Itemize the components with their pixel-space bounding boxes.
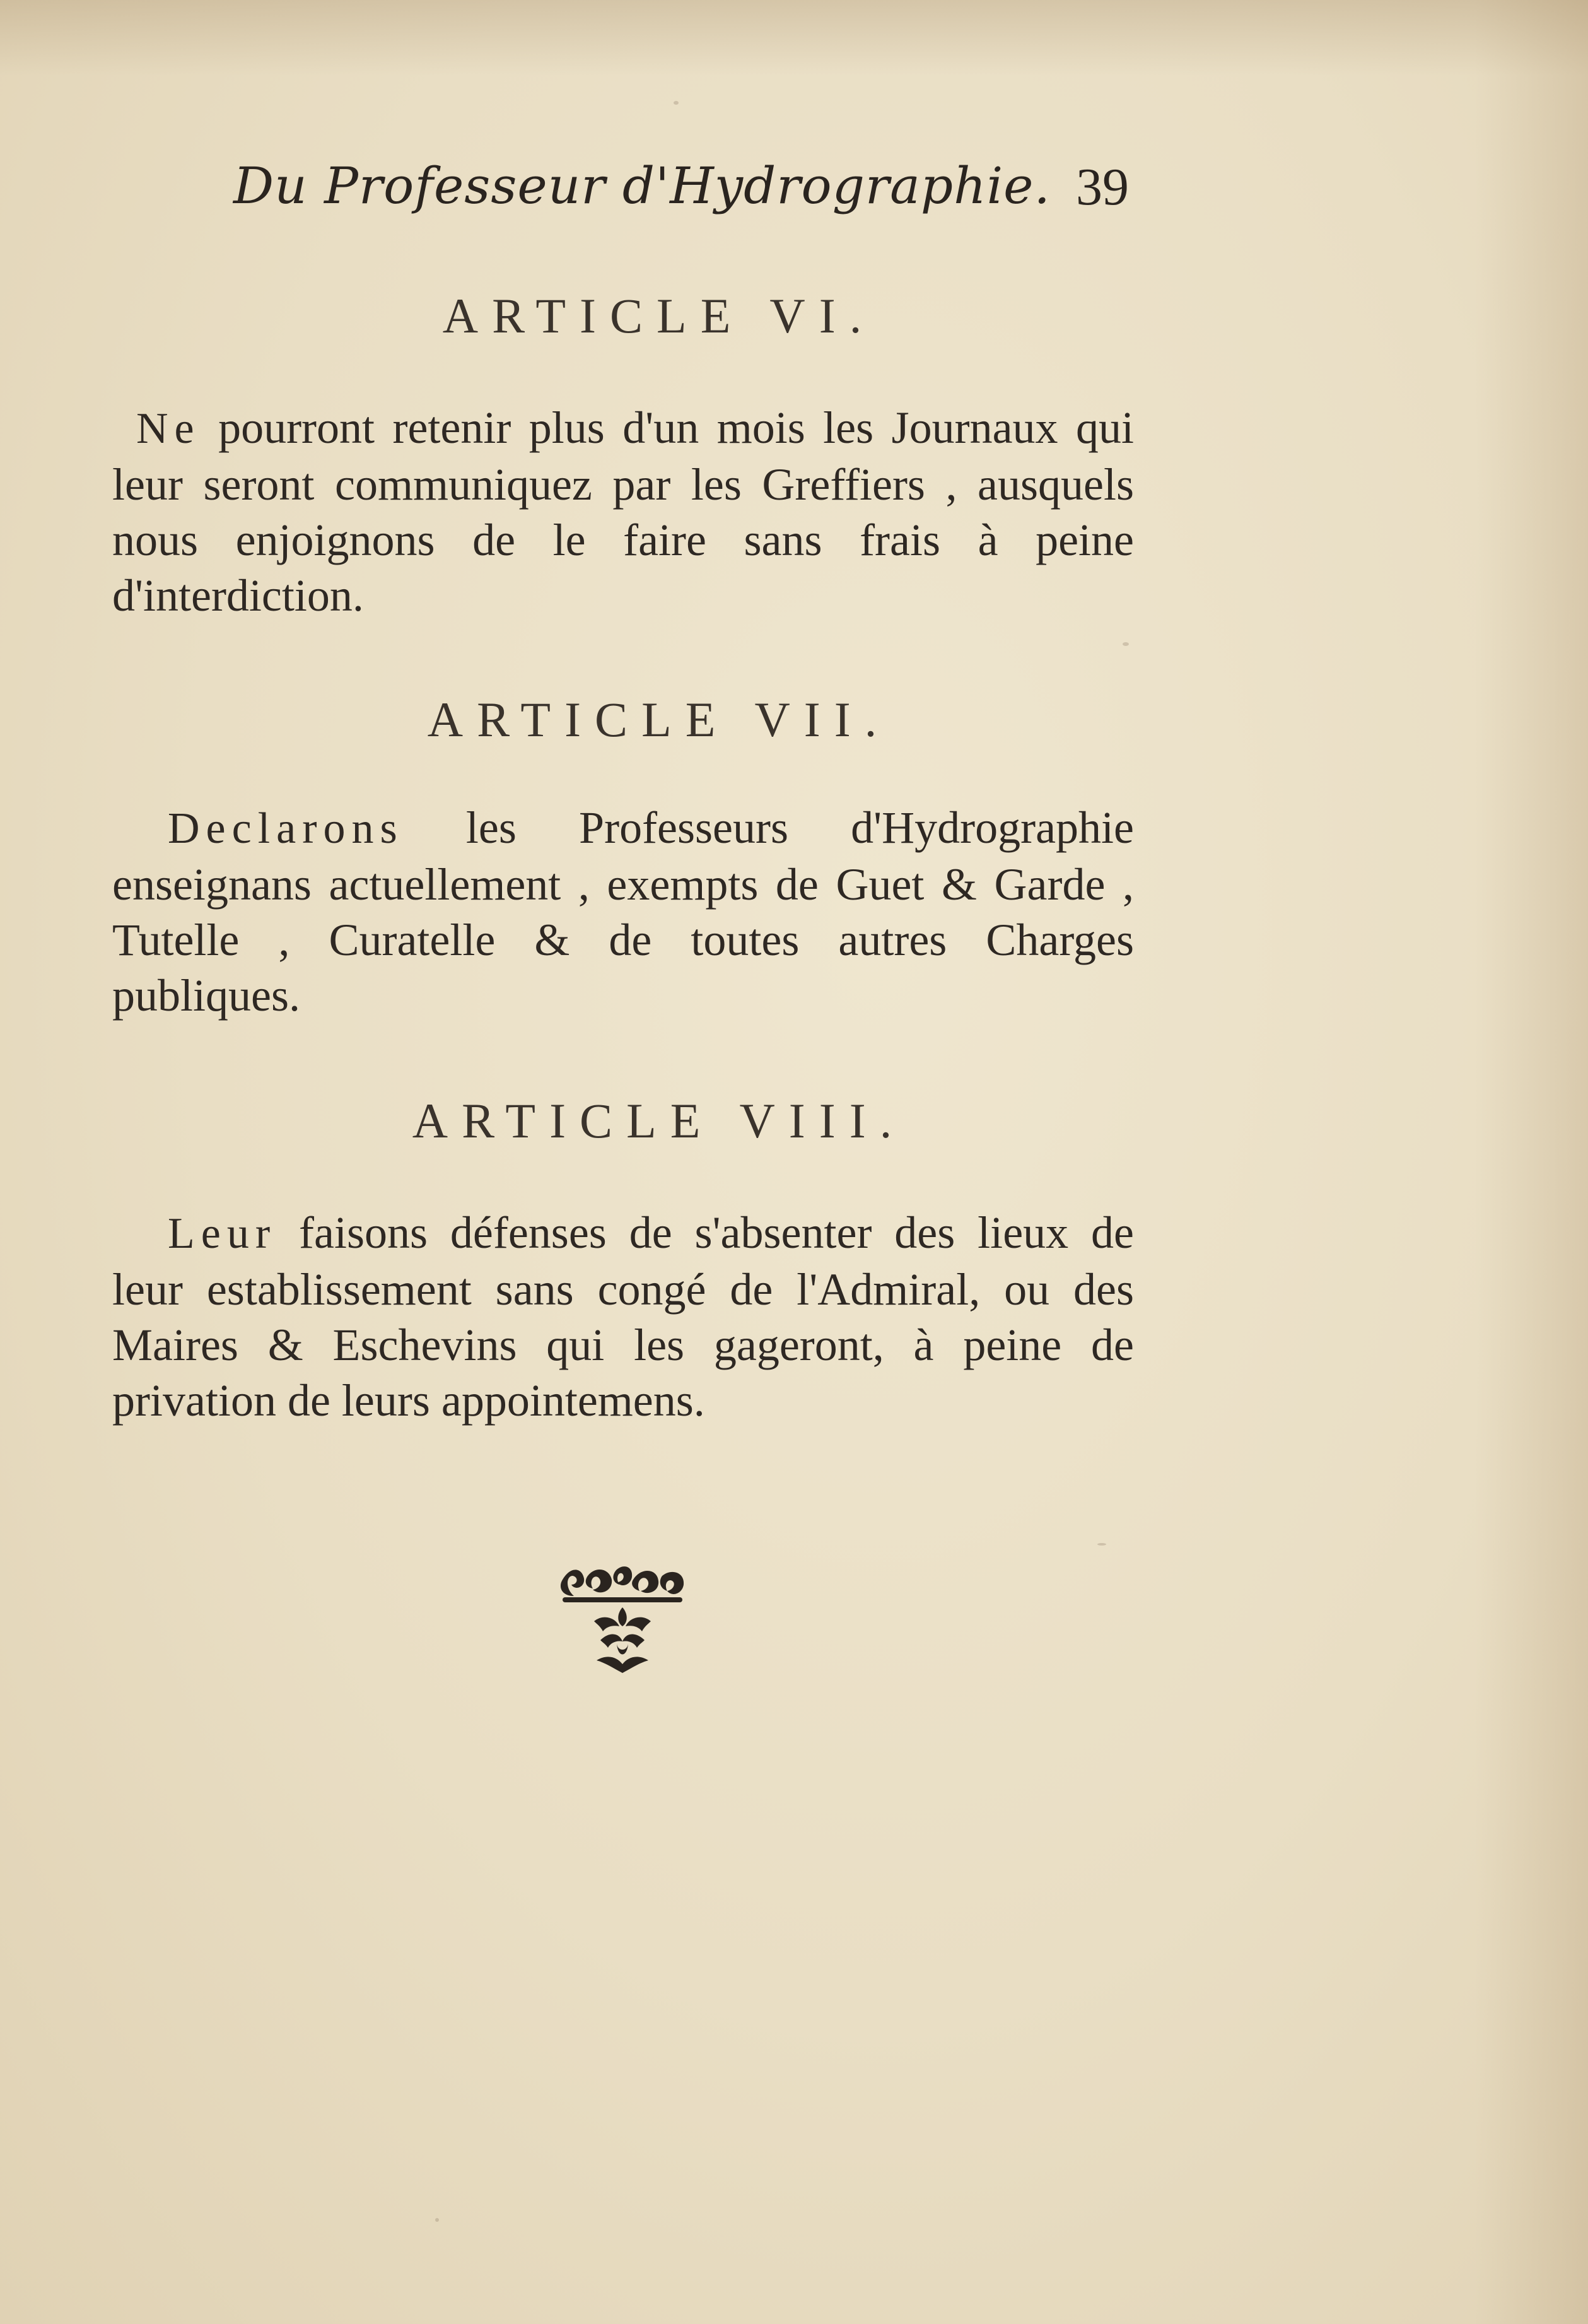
paragraph-text: faisons défenses de s'absenter des lieux de leur establissement sans congé de l'Admiral, ou des Maires & Eschevins qui les gageront, à peine de privation de leurs appointemens. [112, 1207, 1134, 1426]
paragraph-text: les Professeurs d'Hydrographie enseignans actuellement , exempts de Guet & Garde , Tutelle , Curatelle & de toutes autres Charges publiques. [112, 802, 1134, 1021]
article-paragraph [112, 400, 1134, 623]
paragraph-lead-word: Leur [168, 1209, 277, 1258]
page-header [227, 156, 1129, 232]
paragraph-text: pourront retenir plus d'un mois les Journaux qui leur seront communiquez par les Greffiers , ausquels nous enjoignons de le faire sans frais à peine d'interdiction. [112, 402, 1135, 621]
article-heading: ARTICLE VIII. [412, 1093, 906, 1148]
article-paragraph [112, 1205, 1134, 1428]
running-head: Du Professeur d'Hydrographie. [233, 156, 1051, 215]
page-number: 39 [1076, 158, 1129, 216]
paragraph-lead-word: Ne [136, 404, 201, 453]
paper-speck [435, 2218, 439, 2222]
paper-speck [674, 101, 679, 105]
page-edge-shading [1474, 0, 1588, 2324]
article-heading: ARTICLE VI. [442, 288, 876, 343]
paragraph-lead-word: Declarons [168, 804, 404, 853]
paper-speck [1097, 1543, 1106, 1546]
page-top-shading [0, 0, 1588, 76]
article-paragraph [112, 800, 1134, 1023]
paper-speck [1123, 642, 1129, 646]
fleuron-ornament-icon [556, 1563, 689, 1677]
article-heading: ARTICLE VII. [427, 692, 891, 747]
